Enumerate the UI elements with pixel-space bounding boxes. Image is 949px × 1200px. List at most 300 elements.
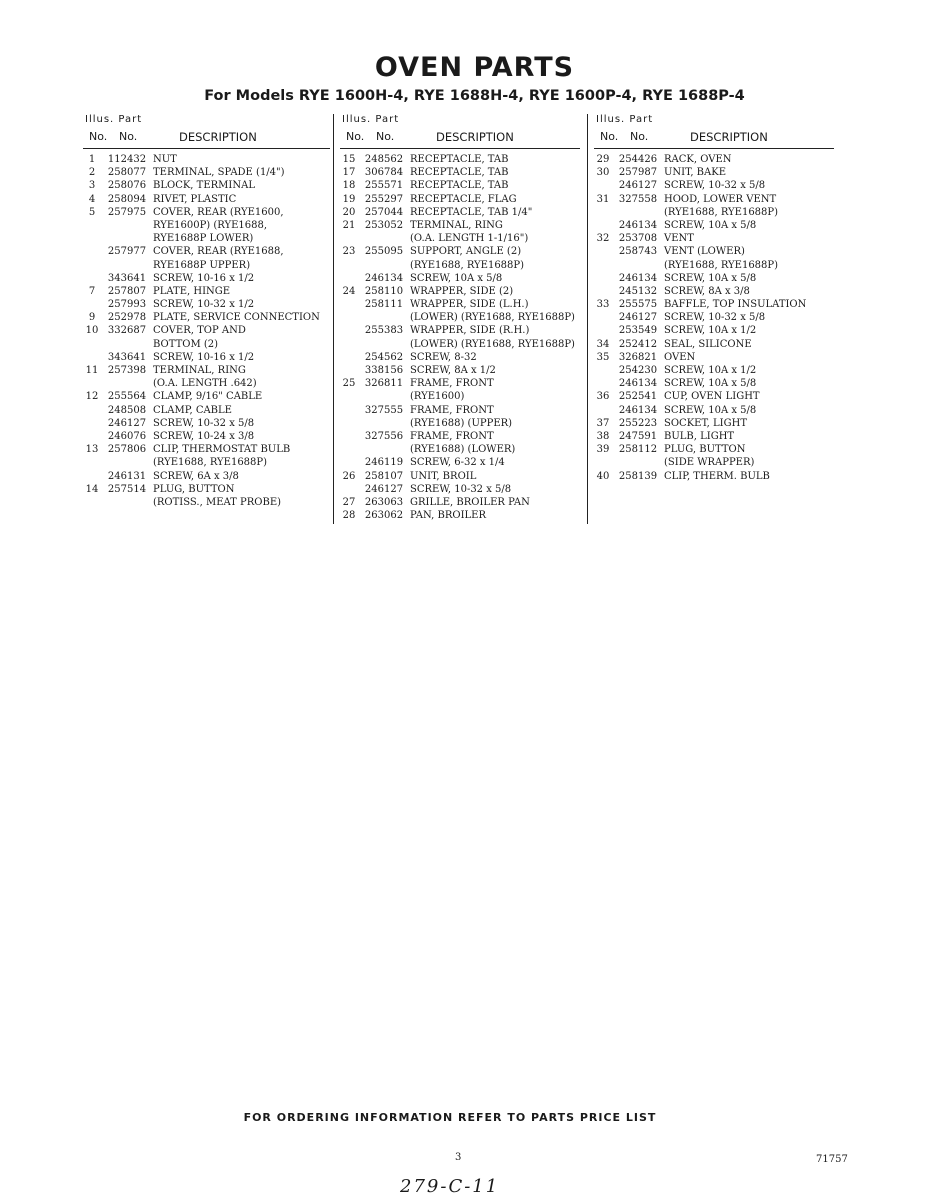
part-description: RECEPTACLE, TAB bbox=[410, 180, 509, 192]
part-row bbox=[340, 298, 580, 311]
part-number: 257993 bbox=[107, 299, 147, 311]
part-number: 245132 bbox=[618, 285, 658, 297]
document-number: 71757 bbox=[816, 1154, 848, 1165]
part-description: VENT bbox=[664, 233, 694, 245]
part-description: (RYE1688, RYE1688P) bbox=[664, 206, 779, 218]
illus-number: 31 bbox=[596, 193, 610, 205]
part-row bbox=[594, 193, 834, 206]
part-number: 253549 bbox=[618, 325, 658, 337]
illus-number: 18 bbox=[342, 180, 356, 192]
illus-number: 39 bbox=[596, 444, 610, 456]
part-description: SCREW, 10-32 x 5/8 bbox=[153, 417, 255, 429]
illus-number bbox=[594, 259, 612, 272]
part-row bbox=[594, 219, 834, 232]
illus-number bbox=[83, 298, 101, 311]
part-row bbox=[83, 179, 330, 192]
part-number: 253052 bbox=[364, 219, 404, 231]
part-row bbox=[340, 417, 580, 430]
part-row bbox=[340, 404, 580, 417]
illus-number bbox=[594, 285, 612, 298]
illus-number bbox=[340, 324, 358, 337]
part-number: 254426 bbox=[618, 154, 658, 165]
illus-number: 10 bbox=[85, 325, 99, 337]
illus-number bbox=[340, 483, 358, 496]
illus-number bbox=[594, 404, 612, 417]
part-number: 246134 bbox=[618, 378, 658, 390]
part-row bbox=[594, 166, 834, 179]
page-title: OVEN PARTS bbox=[374, 52, 575, 83]
illus-number: 14 bbox=[85, 483, 99, 495]
parts-column-3 bbox=[594, 114, 834, 483]
illus-number: 37 bbox=[596, 417, 610, 429]
part-row bbox=[594, 206, 834, 219]
part-number: 327555 bbox=[364, 404, 404, 416]
illus-number bbox=[340, 259, 358, 272]
part-number bbox=[358, 417, 410, 430]
illus-number bbox=[83, 404, 101, 417]
part-description: FRAME, FRONT bbox=[410, 430, 494, 442]
part-row bbox=[83, 166, 330, 179]
part-row bbox=[594, 311, 834, 324]
illus-number bbox=[83, 377, 101, 390]
illus-number bbox=[340, 351, 358, 364]
part-row bbox=[83, 470, 330, 483]
part-number: 258139 bbox=[618, 470, 658, 482]
illus-number bbox=[83, 338, 101, 351]
part-description: RYE1600P) (RYE1688, bbox=[153, 219, 268, 231]
part-description: VENT (LOWER) bbox=[664, 246, 745, 258]
illus-number: 40 bbox=[596, 470, 610, 482]
part-description: (RYE1688) (UPPER) bbox=[410, 417, 513, 429]
part-row bbox=[83, 496, 330, 509]
illus-number: 20 bbox=[342, 206, 356, 218]
illus-number bbox=[594, 364, 612, 377]
part-row bbox=[594, 298, 834, 311]
part-number: 255223 bbox=[618, 417, 658, 429]
part-description: CLAMP, 9/16" CABLE bbox=[153, 391, 263, 403]
part-row bbox=[83, 443, 330, 456]
part-row bbox=[83, 351, 330, 364]
part-description: PLUG, BUTTON bbox=[153, 483, 235, 495]
part-number: 258107 bbox=[364, 470, 404, 482]
handwritten-note: 279-C-11 bbox=[400, 1176, 500, 1197]
part-description: GRILLE, BROILER PAN bbox=[410, 496, 530, 508]
part-row bbox=[594, 377, 834, 390]
illus-number bbox=[594, 219, 612, 232]
illus-number bbox=[340, 232, 358, 245]
illus-number bbox=[83, 232, 101, 245]
part-description: UNIT, BROIL bbox=[410, 470, 477, 482]
illus-number bbox=[83, 430, 101, 443]
part-row bbox=[83, 232, 330, 245]
part-row bbox=[83, 311, 330, 324]
part-number: 246134 bbox=[618, 272, 658, 284]
part-number bbox=[358, 259, 410, 272]
part-description: COVER, TOP AND bbox=[153, 325, 246, 337]
part-row bbox=[340, 179, 580, 192]
part-row bbox=[83, 483, 330, 496]
part-number: 247591 bbox=[618, 430, 658, 442]
part-number: 253708 bbox=[618, 233, 658, 245]
illus-number: 19 bbox=[342, 193, 356, 205]
part-row bbox=[83, 153, 330, 166]
part-description: (LOWER) (RYE1688, RYE1688P) bbox=[410, 312, 575, 324]
part-description: HOOD, LOWER VENT bbox=[664, 193, 777, 205]
illus-number bbox=[340, 311, 358, 324]
part-description: CLIP, THERMOSTAT BULB bbox=[153, 444, 291, 456]
part-description: SCREW, 10-24 x 3/8 bbox=[153, 430, 255, 442]
header-part-no: No. bbox=[630, 130, 649, 143]
part-description: (RYE1688, RYE1688P) bbox=[410, 259, 525, 271]
part-description: SUPPORT, ANGLE (2) bbox=[410, 246, 522, 258]
part-number: 246127 bbox=[364, 483, 404, 495]
part-row bbox=[340, 193, 580, 206]
part-row bbox=[83, 417, 330, 430]
part-description: SCREW, 10A x 5/8 bbox=[664, 404, 757, 416]
part-number: 255564 bbox=[107, 391, 147, 403]
part-row bbox=[83, 377, 330, 390]
part-row bbox=[594, 285, 834, 298]
part-description: TERMINAL, SPADE (1/4") bbox=[153, 167, 285, 179]
part-description: PLUG, BUTTON bbox=[664, 444, 746, 456]
parts-list bbox=[83, 153, 330, 509]
illus-number bbox=[340, 417, 358, 430]
part-number bbox=[358, 338, 410, 351]
part-description: SOCKET, LIGHT bbox=[664, 417, 747, 429]
part-row bbox=[594, 470, 834, 483]
illus-number: 35 bbox=[596, 351, 610, 363]
part-row bbox=[83, 219, 330, 232]
part-row bbox=[83, 298, 330, 311]
part-row bbox=[340, 364, 580, 377]
part-description: SCREW, 10A x 5/8 bbox=[664, 272, 757, 284]
illus-number bbox=[340, 404, 358, 417]
illus-number bbox=[83, 417, 101, 430]
part-description: (SIDE WRAPPER) bbox=[664, 457, 755, 469]
part-row bbox=[340, 324, 580, 337]
illus-number bbox=[83, 219, 101, 232]
part-description: COVER, REAR (RYE1688, bbox=[153, 246, 284, 258]
part-description: RECEPTACLE, TAB 1/4" bbox=[410, 206, 533, 218]
part-number: 257514 bbox=[107, 483, 147, 495]
part-row bbox=[340, 509, 580, 522]
part-row bbox=[340, 166, 580, 179]
illus-number: 34 bbox=[596, 338, 610, 350]
part-row bbox=[340, 272, 580, 285]
part-row bbox=[340, 153, 580, 166]
part-number: 255297 bbox=[364, 193, 404, 205]
part-number bbox=[101, 377, 153, 390]
illus-number bbox=[83, 496, 101, 509]
header-description: DESCRIPTION bbox=[436, 130, 514, 144]
part-row bbox=[594, 390, 834, 403]
illus-number: 12 bbox=[85, 391, 99, 403]
part-description: FRAME, FRONT bbox=[410, 404, 494, 416]
part-row bbox=[83, 430, 330, 443]
part-number: 254230 bbox=[618, 365, 658, 376]
illus-number bbox=[83, 272, 101, 285]
header-description: DESCRIPTION bbox=[690, 130, 768, 144]
part-row bbox=[83, 285, 330, 298]
illus-number: 23 bbox=[342, 246, 356, 258]
illus-number: 4 bbox=[88, 193, 96, 205]
illus-number: 13 bbox=[85, 444, 99, 456]
part-number: 246134 bbox=[618, 404, 658, 416]
part-description: SCREW, 10-16 x 1/2 bbox=[153, 351, 255, 363]
illus-number bbox=[594, 456, 612, 469]
part-description: TERMINAL, RING bbox=[153, 365, 246, 376]
part-number: 248508 bbox=[107, 404, 147, 416]
header-illus-part: Illus. Part bbox=[85, 114, 143, 125]
illus-number bbox=[340, 338, 358, 351]
part-number: 326821 bbox=[618, 351, 658, 363]
illus-number: 30 bbox=[596, 167, 610, 179]
part-number: 257975 bbox=[107, 206, 147, 218]
part-row bbox=[594, 153, 834, 166]
part-description: SCREW, 8A x 3/8 bbox=[664, 285, 750, 297]
column-header bbox=[594, 114, 834, 149]
part-number bbox=[101, 456, 153, 469]
part-row bbox=[594, 443, 834, 456]
part-description: SCREW, 10-32 x 5/8 bbox=[410, 483, 512, 495]
part-number: 254562 bbox=[364, 351, 404, 363]
part-number: 258094 bbox=[107, 193, 147, 205]
illus-number bbox=[340, 298, 358, 311]
part-description: BLOCK, TERMINAL bbox=[153, 180, 255, 192]
part-number: 252541 bbox=[618, 391, 658, 403]
illus-number: 11 bbox=[85, 365, 99, 376]
illus-number: 2 bbox=[88, 167, 96, 179]
part-row bbox=[594, 338, 834, 351]
part-description: FRAME, FRONT bbox=[410, 378, 494, 390]
part-number: 112432 bbox=[107, 154, 147, 165]
column-divider bbox=[333, 114, 334, 524]
part-description: (O.A. LENGTH 1-1/16") bbox=[410, 233, 529, 245]
part-number: 326811 bbox=[364, 378, 404, 390]
part-description: PLATE, HINGE bbox=[153, 285, 231, 297]
header-illus-no: No. bbox=[600, 130, 619, 143]
part-description: (RYE1688, RYE1688P) bbox=[153, 457, 268, 469]
part-number: 252412 bbox=[618, 338, 658, 350]
illus-number: 32 bbox=[596, 233, 610, 245]
part-description: SCREW, 10A x 5/8 bbox=[664, 219, 757, 231]
illus-number: 15 bbox=[342, 154, 356, 165]
part-row bbox=[340, 377, 580, 390]
part-description: (O.A. LENGTH .642) bbox=[153, 378, 257, 390]
part-row bbox=[340, 351, 580, 364]
column-header bbox=[340, 114, 580, 149]
part-number: 257987 bbox=[618, 167, 658, 179]
part-description: CLIP, THERM. BULB bbox=[664, 470, 770, 482]
illus-number bbox=[594, 324, 612, 337]
part-number: 246127 bbox=[618, 312, 658, 324]
part-number: 246127 bbox=[107, 417, 147, 429]
part-number: 327556 bbox=[364, 430, 404, 442]
part-number bbox=[101, 219, 153, 232]
part-number: 263063 bbox=[364, 496, 404, 508]
part-description: BAFFLE, TOP INSULATION bbox=[664, 299, 807, 311]
part-row bbox=[594, 417, 834, 430]
header-illus-no: No. bbox=[89, 130, 108, 143]
part-number: 257977 bbox=[107, 246, 147, 258]
part-row bbox=[340, 430, 580, 443]
part-description: WRAPPER, SIDE (2) bbox=[410, 285, 514, 297]
part-number: 255095 bbox=[364, 246, 404, 258]
part-row bbox=[340, 206, 580, 219]
part-row bbox=[83, 245, 330, 258]
part-description: UNIT, BAKE bbox=[664, 167, 727, 179]
part-number bbox=[358, 311, 410, 324]
part-number: 258112 bbox=[618, 444, 658, 456]
part-description: SCREW, 10-32 x 5/8 bbox=[664, 180, 766, 192]
part-description: PAN, BROILER bbox=[410, 510, 486, 522]
part-description: SEAL, SILICONE bbox=[664, 338, 752, 350]
parts-column-2 bbox=[340, 114, 580, 522]
part-number: 258077 bbox=[107, 167, 147, 179]
part-row bbox=[83, 324, 330, 337]
part-number: 255575 bbox=[618, 299, 658, 311]
part-description: SCREW, 10A x 5/8 bbox=[410, 272, 503, 284]
illus-number: 21 bbox=[342, 219, 356, 231]
header-part-no: No. bbox=[119, 130, 138, 143]
part-description: SCREW, 10-32 x 5/8 bbox=[664, 312, 766, 324]
part-number: 246127 bbox=[618, 180, 658, 192]
illus-number: 1 bbox=[88, 154, 96, 165]
part-number: 327558 bbox=[618, 193, 658, 205]
part-row bbox=[83, 272, 330, 285]
page-subtitle: For Models RYE 1600H-4, RYE 1688H-4, RYE 1600P-4, RYE 1688P-4 bbox=[204, 88, 745, 104]
ordering-info: FOR ORDERING INFORMATION REFER TO PARTS PRICE LIST bbox=[243, 1111, 657, 1124]
illus-number: 25 bbox=[342, 378, 356, 390]
part-row bbox=[83, 364, 330, 377]
illus-number bbox=[340, 364, 358, 377]
part-row bbox=[594, 404, 834, 417]
part-description: (ROTISS., MEAT PROBE) bbox=[153, 496, 282, 508]
part-number: 306784 bbox=[364, 167, 404, 179]
part-row bbox=[83, 404, 330, 417]
part-description: PLATE, SERVICE CONNECTION bbox=[153, 312, 320, 324]
part-number bbox=[101, 496, 153, 509]
part-number: 248562 bbox=[364, 154, 404, 165]
part-description: SCREW, 10A x 5/8 bbox=[664, 378, 757, 390]
parts-column-1 bbox=[83, 114, 330, 509]
part-description: NUT bbox=[153, 154, 177, 165]
part-row bbox=[340, 390, 580, 403]
part-description: SCREW, 8A x 1/2 bbox=[410, 365, 496, 376]
part-description: (RYE1600) bbox=[410, 391, 465, 403]
part-description: CUP, OVEN LIGHT bbox=[664, 391, 760, 403]
part-description: RECEPTACLE, TAB bbox=[410, 167, 509, 179]
illus-number: 17 bbox=[342, 167, 356, 179]
part-description: SCREW, 10A x 1/2 bbox=[664, 365, 757, 376]
part-description: WRAPPER, SIDE (R.H.) bbox=[410, 325, 530, 337]
part-number bbox=[101, 338, 153, 351]
header-illus-part: Illus. Part bbox=[596, 114, 654, 125]
illus-number: 28 bbox=[342, 510, 356, 522]
illus-number bbox=[83, 259, 101, 272]
part-description: WRAPPER, SIDE (L.H.) bbox=[410, 299, 529, 311]
part-description: BULB, LIGHT bbox=[664, 430, 735, 442]
illus-number: 26 bbox=[342, 470, 356, 482]
illus-number bbox=[340, 272, 358, 285]
part-description: CLAMP, CABLE bbox=[153, 404, 232, 416]
part-row bbox=[83, 338, 330, 351]
part-description: SCREW, 10-32 x 1/2 bbox=[153, 299, 255, 311]
illus-number: 29 bbox=[596, 154, 610, 165]
part-row bbox=[340, 311, 580, 324]
part-number: 258743 bbox=[618, 246, 658, 258]
part-number: 258111 bbox=[364, 299, 404, 311]
illus-number: 38 bbox=[596, 430, 610, 442]
part-row bbox=[594, 324, 834, 337]
part-row bbox=[83, 390, 330, 403]
part-row bbox=[340, 285, 580, 298]
illus-number bbox=[83, 351, 101, 364]
part-row bbox=[83, 206, 330, 219]
part-number bbox=[358, 232, 410, 245]
part-description: (LOWER) (RYE1688, RYE1688P) bbox=[410, 338, 575, 350]
part-description: RIVET, PLASTIC bbox=[153, 193, 237, 205]
illus-number bbox=[340, 390, 358, 403]
part-number: 258110 bbox=[364, 285, 404, 297]
part-row bbox=[340, 496, 580, 509]
part-row bbox=[594, 456, 834, 469]
illus-number bbox=[83, 245, 101, 258]
illus-number bbox=[83, 456, 101, 469]
illus-number: 36 bbox=[596, 391, 610, 403]
part-number bbox=[358, 390, 410, 403]
illus-number: 9 bbox=[88, 312, 96, 324]
part-row bbox=[594, 430, 834, 443]
part-number: 263062 bbox=[364, 510, 404, 522]
illus-number bbox=[594, 377, 612, 390]
illus-number bbox=[594, 206, 612, 219]
part-number: 246134 bbox=[364, 272, 404, 284]
illus-number bbox=[594, 179, 612, 192]
illus-number bbox=[594, 311, 612, 324]
illus-number: 7 bbox=[88, 285, 96, 297]
illus-number: 24 bbox=[342, 285, 356, 297]
illus-number: 33 bbox=[596, 299, 610, 311]
column-header bbox=[83, 114, 330, 149]
part-row bbox=[340, 259, 580, 272]
part-number: 257044 bbox=[364, 206, 404, 218]
part-number: 257398 bbox=[107, 365, 147, 376]
part-row bbox=[340, 456, 580, 469]
part-description: SCREW, 8-32 bbox=[410, 351, 477, 363]
illus-number bbox=[340, 443, 358, 456]
part-number: 252978 bbox=[107, 312, 147, 324]
part-description: (RYE1688) (LOWER) bbox=[410, 444, 516, 456]
illus-number bbox=[594, 272, 612, 285]
part-number bbox=[612, 259, 664, 272]
illus-number: 27 bbox=[342, 496, 356, 508]
part-number bbox=[358, 443, 410, 456]
part-number bbox=[612, 206, 664, 219]
part-description: TERMINAL, RING bbox=[410, 219, 503, 231]
illus-number bbox=[340, 430, 358, 443]
part-row bbox=[340, 338, 580, 351]
part-number: 257806 bbox=[107, 444, 147, 456]
part-description: RECEPTACLE, FLAG bbox=[410, 193, 517, 205]
part-row bbox=[594, 351, 834, 364]
part-row bbox=[83, 259, 330, 272]
header-description: DESCRIPTION bbox=[179, 130, 257, 144]
part-description: COVER, REAR (RYE1600, bbox=[153, 206, 284, 218]
part-number: 255571 bbox=[364, 180, 404, 192]
illus-number bbox=[340, 456, 358, 469]
part-number: 246134 bbox=[618, 219, 658, 231]
